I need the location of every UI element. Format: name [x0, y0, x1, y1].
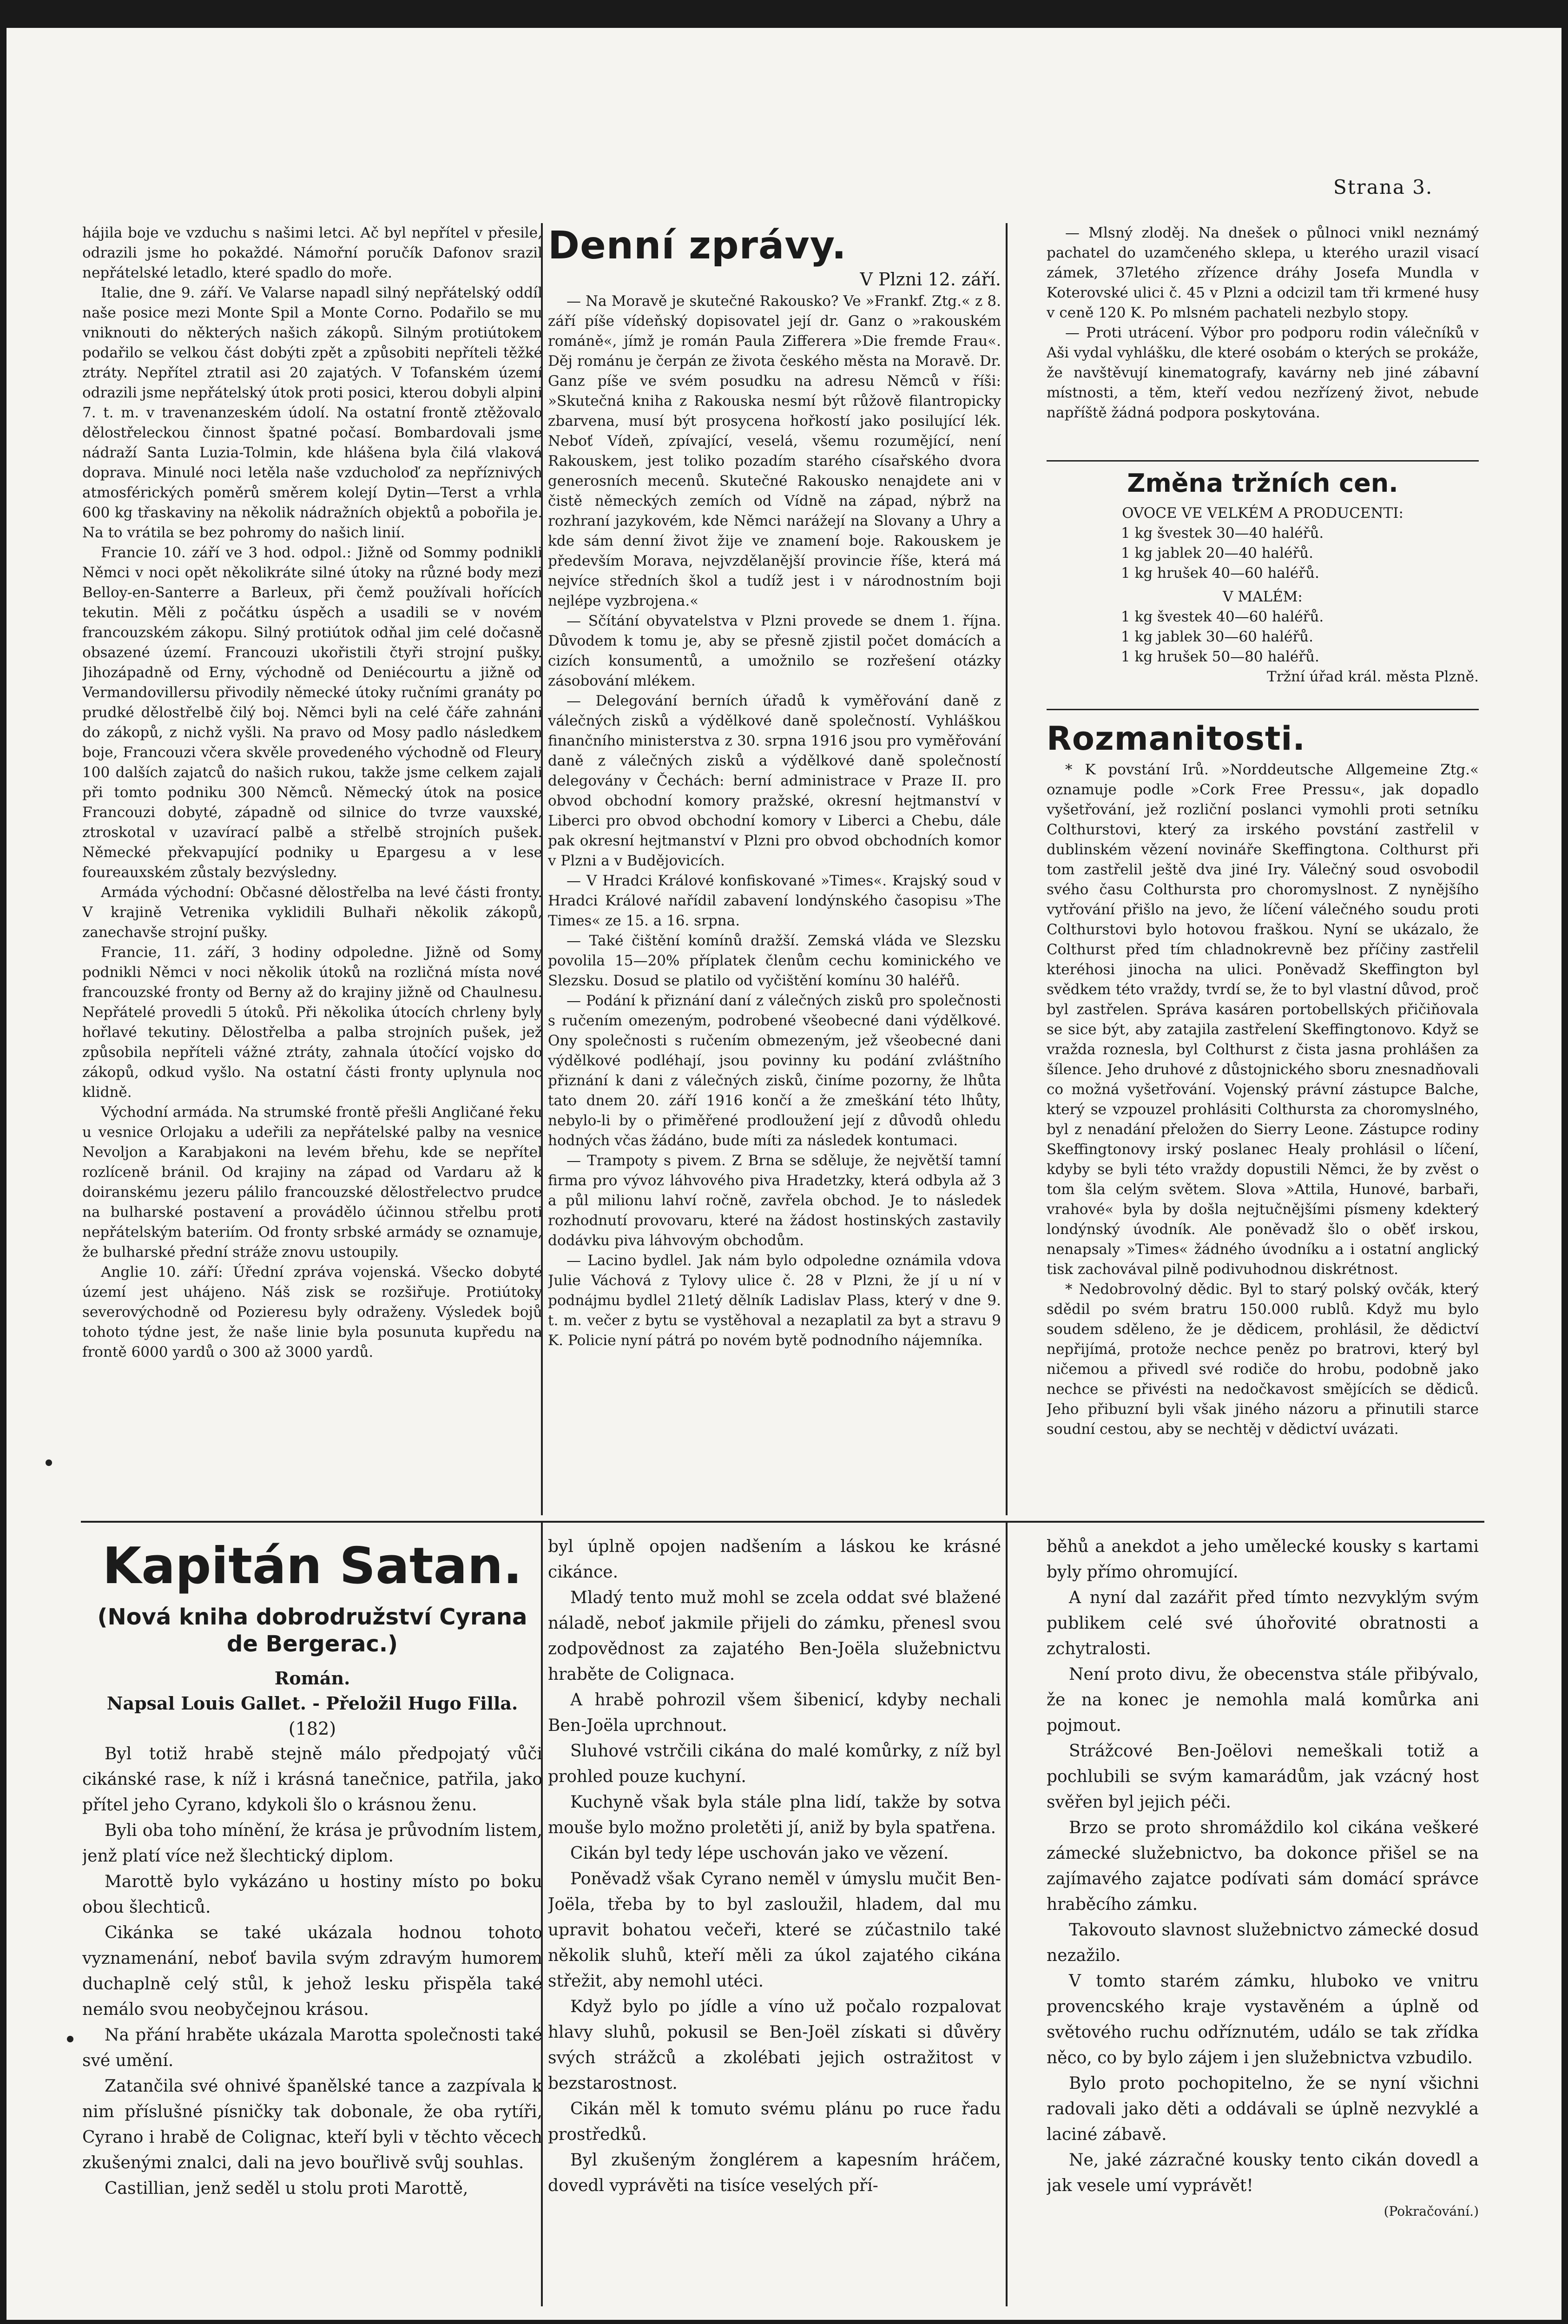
serial-paragraph: Takovouto slavnost služebnictvo zámecké dosud nezažilo. — [1047, 1921, 1479, 1965]
daily-news-heading: Denní zprávy. — [548, 224, 847, 268]
news-item: — Také čištění komínů dražší. Zemská vláda ve Slezsku povolila 15—20% příplatek členům cechu kominického ve Slezsku. Dosud se platilo od vyčištění komínu 30 haléřů. — [548, 932, 1001, 989]
miscellany-item: * Nedobrovolný dědic. Byl to starý polský ovčák, který sdědil po svém bratru 150.000 rublů. Když mu bylo soudem sděleno, že je dědicem, prohlásil, že dědictví nepřijímá, protože nechce peněz po bratrovi, který byl ničemou a přivedl své rodiče do hrobu, podobně jako nechce se přivésti na nedočkavost smějících se dědiců. Jeho přibuzní byli však jiného názoru a přinutili starce soudní cestou, aby se nechtěj v dědictví uvázati. — [1047, 1281, 1479, 1438]
column-rule-4 — [1006, 1521, 1008, 2306]
serial-paragraph: A nyní dal zazářit před tímto nezvyklým svým publikem celé své úhořovité obratnosti a zchytralosti. — [1047, 1588, 1479, 1658]
price-line: 1 kg jablek 20—40 haléřů. — [1121, 545, 1313, 561]
serial-paragraph: Zatančila své ohnivé španělské tance a zazpívala k nim příslušné písničky tak dobonale, že oba rytíři, Cyrano i hrabě de Colignac, kteří byli v těchto věcech zkušenými znalci, dali na jevo bouřlivě svůj souhlas. — [82, 2077, 542, 2172]
serial-paragraph: Když bylo po jídle a víno už počalo rozpalovat hlavy sluhů, pokusil se Ben-Joël získati si důvěry svých strážců a zkolébati jejich ostražitost v bezstarostnost. — [548, 1997, 1001, 2093]
serial-column-3 — [1047, 1534, 1479, 2324]
serial-paragraph: A hrabě pohrozil všem šibenicí, kdyby nechali Ben-Joëla uprchnout. — [548, 1690, 1001, 1735]
war-report-paragraph: Francie, 11. září, 3 hodiny odpoledne. Jižně od Somy podnikli Němci v noci několik útoků na rozličná místa nové francouzské fronty od Berny až do krajiny jižně od Chaulnesu. Nepřátelé provedli 5 útoků. Při několika útocích chrleny byly hořlavé tekutiny. Dělostřelba a palba strojních pušek, jež způsobila nepříteli vážné ztráty, zahnala útočící vojsko do zákopů, odkud vyšlo. Na ostatní části fronty uplynula noc klidně. — [82, 944, 542, 1101]
rule-above-prices — [1047, 460, 1479, 462]
market-prices-heading: Změna tržních cen. — [1127, 469, 1398, 498]
print-dot — [46, 1459, 52, 1466]
news-item: — Sčítání obyvatelstva v Plzni provede se dnem 1. října. Důvodem k tomu je, aby se přesně zjistil počet domácích a cizích konsumentů, a umožnilo se rozřešení otázky zásobování mlékem. — [548, 613, 1001, 689]
daily-news-dateline: V Plzni 12. září. — [860, 269, 1001, 290]
wholesale-heading: OVOCE VE VELKÉM A PRODUCENTI: — [1122, 505, 1403, 522]
war-report-column — [82, 223, 542, 1506]
market-office-signature: Tržní úřad král. města Plzně. — [1267, 668, 1479, 685]
serial-paragraph: Není proto divu, že obecenstva stále přibývalo, že na konec je nemohla malá komůrka ani pojmout. — [1047, 1665, 1479, 1735]
news-item: — Mlsný zloděj. Na dnešek o půlnoci vnikl neznámý pachatel do uzamčeného sklepa, u kterého urazil visací zámek, 37letého zřízence dráhy Josefa Mundla v Koterovské ulici č. 45 v Plzni a odcizil tam tři krmené husy v ceně 120 K. Po mlsném pachateli nezbylo stopy. — [1047, 224, 1479, 321]
serial-column-1 — [82, 1534, 542, 2324]
serial-genre: Román. — [274, 1668, 350, 1689]
news-item: — Podání k přiznání daní z válečných zisků pro společnosti s ručením omezeným, podrobené všeobecné dani výdělkové. Ony společnosti s ručením obmezeným, jež všeobecné dani výdělkové podléhají, jsou povinny ku podání zvláštního přiznání k dani z válečných zisků, činíme pozorny, že lhůta tato dnem 20. září 1916 končí a že zmeškání této lhůty, nebylo-li by o přiměřené prodloužení její z důvodů ohledu hodných včas žádáno, bude míti za následek kontumaci. — [548, 992, 1001, 1149]
serial-paragraph: běhů a anekdot a jeho umělecké kousky s kartami byly přímo ohromující. — [1047, 1537, 1479, 1582]
print-dot — [67, 2036, 73, 2042]
news-item: — V Hradci Králové konfiskované »Times«. Krajský soud v Hradci Králové nařídil zabavení londýnského časopisu »The Times« ze 15. a 16. srpna. — [548, 872, 1001, 929]
serial-paragraph: Strážcové Ben-Joëlovi nemeškali totiž a pochlubili se svým kamarádům, jak vzácný host svěřen byl jejich péči. — [1047, 1742, 1479, 1812]
serial-paragraph: Brzo se proto shromáždilo kol cikána veškeré zámecké služebnictvo, ba dokonce přišel se na zajímavého zajatce podívati sám domácí správce hraběcího zámku. — [1047, 1818, 1479, 1914]
price-line: 1 kg hrušek 40—60 haléřů. — [1121, 565, 1319, 581]
rule-above-miscellany — [1047, 709, 1479, 710]
serial-paragraph: Cikán byl tedy lépe uschován jako ve vězení. — [570, 1844, 949, 1863]
page-number: Strana 3. — [1333, 176, 1433, 198]
serial-paragraph: Poněvadž však Cyrano neměl v úmyslu mučit Ben-Joëla, třeba by to byl zasloužil, hladem, dal mu upravit bohatou večeři, které se zúčastnilo také několik sluhů, kteří měli za úkol zajatého cikána střežit, aby nemohl utéci. — [548, 1869, 1001, 1991]
miscellany-column — [1047, 718, 1479, 1532]
serial-paragraph: Byli oba toho mínění, že krása je průvodním listem, jenž platí více než šlechtický diplom. — [82, 1821, 542, 1866]
miscellany-heading: Rozmanitosti. — [1047, 720, 1306, 758]
serial-paragraph: Byl totiž hrabě stejně málo předpojatý vůči cikánské rase, k níž i krásná tanečnice, patřila, jako přítel jeho Cyrano, kdykoli šlo o krásnou ženu. — [82, 1744, 542, 1815]
serial-paragraph: Byl zkušeným žonglérem a kapesním hráčem, dovedl vyprávěti na tisíce veselých pří- — [548, 2151, 1001, 2195]
market-prices-box — [1047, 467, 1479, 700]
serial-paragraph: Sluhové vstrčili cikána do malé komůrky, z níž byl prohled pouze kuchyní. — [548, 1742, 1001, 1786]
column-rule-2 — [1006, 223, 1008, 1515]
war-report-paragraph: Anglie 10. září: Úřední zpráva vojenská. Všecko dobyté území jest uhájeno. Náš zisk se rozšiřuje. Protiútoky severovýchodně od Pozieresu byly odraženy. Výsledek bojů tohoto týdne jest, že naše linie byla posunuta kupředu na frontě 6000 yardů o 300 až 3000 yardů. — [82, 1264, 542, 1360]
news-item: — Na Moravě je skutečné Rakousko? Ve »Frankf. Ztg.« z 8. září píše vídeňský dopisovatel její dr. Ganz o »rakouském románě«, jímž je román Paula Zifferera »Die fremde Frau«. Děj románu je čerpán ze života českého města na Moravě. Dr. Ganz píše ve svém posudku na adresu Němců v říši: »Skutečná kniha z Rakouska nesmí být růžově filantropicky zbarvena, musí být prosycena hořkostí jako posilující lék. Neboť Vídeň, zpívající, veselá, všemu rozumějící, není Rakouskem, jest toliko pozadím starého císařského dvora generosních mecenů. Skutečné Rakousko nenajdete ani v čistě německých zemích od Vídně na západ, nýbrž na rozhraní jazykovém, kde Němci narážejí na Slovany a Uhry a kde sám denní život žije ve znamení boje. Rakouskem je především Morava, nejvzdělanější provincie říše, která má nejvíce středních škol a tudíž jest i v národnostním boji nejlépe vyzbrojena.« — [548, 293, 1001, 609]
news-item: — Trampoty s pivem. Z Brna se sděluje, že největší tamní firma pro vývoz láhvového piva Hradetzky, která odbyla až 3 a půl milionu lahví ročně, zavřela obchod. Je to následek rozhodnutí provovaru, které na žádost hostinských zastavily dodávku piva láhvovým obchodům. — [548, 1152, 1001, 1249]
news-item: — Delegování berních úřadů k vyměřování daně z válečných zisků a výdělkové daně společností. Vyhláškou finančního ministerstva z 30. srpna 1916 jsou pro vyměřování daně z válečných zisků a výdělkové daně společností delegovány v Čechách: berní administrace v Praze II. pro obvod obchodní komory pražské, okresní hejtmanství v Liberci pro obvod obchodní komory v Liberci a Chebu, dále pak okresní hejtmanství v Plzni pro obvod obchodních komor v Plzni a v Budějovicích. — [548, 693, 1001, 869]
serial-paragraph: V tomto starém zámku, hluboko ve vnitru provencského kraje vystavěném a úplně od světového ruchu odříznutém, událo se tak zřídka něco, co by bylo zájem i jen služebnictva vzbudilo. — [1047, 1972, 1479, 2067]
serial-title: Kapitán Satan. — [102, 1537, 522, 1595]
serial-paragraph: byl úplně opojen nadšením a láskou ke krásné cikánce. — [548, 1537, 1001, 1582]
serial-paragraph: Ne, jaké zázračné kousky tento cikán dovedl a jak vesele umí vyprávět! — [1047, 2151, 1479, 2195]
price-line: 1 kg hrušek 50—80 haléřů. — [1121, 648, 1319, 665]
price-line: 1 kg švestek 40—60 haléřů. — [1121, 608, 1324, 625]
price-line: 1 kg švestek 30—40 haléřů. — [1121, 525, 1324, 541]
serial-paragraph: Kuchyně však byla stále plna lidí, takže by sotva mouše bylo možno proletěti jí, aniž by byla spatřena. — [548, 1793, 1001, 1837]
war-report-paragraph: Východní armáda. Na strumské frontě přešli Angličané řeku u vesnice Orlojaku a udeřili za nepřátelské palby na vesnice Nevoljon a Karabjakoni na levém břehu, kde se nepřítel rozlíceně bránil. Od krajiny na západ od Vardaru až k doiranskému jezeru pálilo francouzské dělostřelectvo prudce na bulharské postavení a provádělo účinnou střelbu proti nepřátelským bateriím. Od fronty srbské armády se oznamuje, že bulharské přední stráže znovu ustoupily. — [82, 1104, 542, 1261]
news-column-3 — [1047, 223, 1479, 456]
serial-subtitle: (Nová kniha dobrodružství Cyrana de Bergerac.) — [97, 1604, 527, 1657]
news-item: — Proti utrácení. Výbor pro podporu rodin válečníků v Aši vydal vyhlášku, dle které osobám o kterých se prokáže, že navštěvují kinematografy, kavárny neb jiné zábavní místnosti, a těm, kteří vedou nezřízený život, nebude napříště žádná podpora poskytována. — [1047, 324, 1479, 421]
serial-column-2 — [548, 1534, 1001, 2324]
miscellany-item: * K povstání Irů. »Norddeutsche Allgemeine Ztg.« oznamuje podle »Cork Free Pressu«, jak dopadlo vyšetřování, jež rozliční poslanci vymohli proti setníku Colthurstovi, který za irského povstání zastřelil v dublinském vězení novináře Skeffingtona. Colthurst při tom zastřelil ještě dva jiné Iry. Válečný soud osvobodil svého času Colthursta pro choromyslnost. Z nynějšího vytřování přišlo na jevo, že líčení válečného soudu proti Colthurstovi bylo hotovou fraškou. Nyní se ukázalo, že Colthurst před tím chladnokrevně bez příčiny zastřelil kteréhosi jinocha na ulici. Poněvadž Skeffington byl svědkem této vraždy, tvrdí se, že to byl vlastní důvod, proč byl zastřelen. Správa kasáren portobellských přičiňovala se sice být, aby zatajila zastřelení Skeffingtonovo. Když se vražda roznesla, byl Colthurst z čista jasna prohlášen za šílence. Jeho druhové z důstojnického sboru znesnadňovali co možná vyšetřování. Vojenský právní zástupce Balche, který se vzpouzel prohlásiti Colthursta za choromyslného, byl z nenadání přeložen do Sierry Leone. Zástupce rodiny Skeffingtonovy irský poslanec Healy prohlásil o líčení, kdyby se byli této vraždy dopustili Němci, že by zvěst o tom šla celým světem. Slova »Attila, Hunové, barbaři, vrahové« byla by došla nejtučnějšími písmeny kdekterý londýnský úvodník. Ale poněvadž šlo o oběť irskou, nenapsaly »Times« žádného úvodníku a i ostatní anglický tisk zachovával pilně podivuhodnou diskrétnost. — [1047, 761, 1479, 1278]
daily-news-column — [548, 223, 1001, 1529]
serial-paragraph: Bylo proto pochopitelno, že se nyní všichni radovali jako děti a oddávali se úplně nezvyklé a laciné zábavě. — [1047, 2074, 1479, 2144]
serial-paragraph: Cikánka se také ukázala hodnou tohoto vyznamenání, neboť bavila svým zdravým humorem duchaplně celý stůl, k jehož lesku přispěla také nemálo svou neobyčejnou krásou. — [82, 1923, 542, 2019]
serial-author: Napsal Louis Gallet. - Přeložil Hugo Filla. — [106, 1693, 518, 1714]
continued-note: (Pokračování.) — [1384, 2204, 1479, 2219]
serial-paragraph: Mladý tento muž mohl se zcela oddat své blažené náladě, neboť jakmile přijeli do zámku, přenesl svou zodpovědnost za zajatého Ben-Joëla služebnictvu hraběte de Colignaca. — [548, 1588, 1001, 1684]
price-line: 1 kg jablek 30—60 haléřů. — [1121, 628, 1313, 645]
war-report-paragraph: Francie 10. září ve 3 hod. odpol.: Jižně od Sommy podnikli Němci v noci opět několikráte silné útoky na různé body mezi Belloy-en-Santerre a Barleux, při čemž používali hořících tekutin. Měli z počátku úspěch a usadili se v novém francouzském zákopu. Silný protiútok odňal jim celé dočasně obsazené území. Francouzi ukořistili čtyři strojní pušky. Jihozápadně od Erny, východně od Deniécourtu a jižně od Vermandovillersu přivodily německé útoky ručními granáty po prudké dělostřelbě čilý boj. Němci byli na celé čáře zahnáni do zákopů, z nichž vyšli. Na pravo od Mosy padlo následkem boje, Francouzi včera skvěle provedeného východně od Fleury 100 dalších zajatců do našich rukou, takže jsme celkem zajali při tomto podniku 300 Němců. Německý útok na posice Francouzi dobyté, západně od silnice do tvrze vauxské, ztroskotal v uzavírací palbě a střelbě strojních pušek. Německé překvapující podniky u Epargesu a v lese foureauxském zůstaly bezvýsledny. — [82, 544, 542, 881]
serial-paragraph: Cikán měl k tomuto svému plánu po ruce řadu prostředků. — [548, 2100, 1001, 2144]
serial-paragraph: Marottě bylo vykázáno u hostiny místo po boku obou šlechticů. — [82, 1872, 542, 1917]
news-item: — Lacino bydlel. Jak nám bylo odpoledne oznámila vdova Julie Váchová z Tylovy ulice č. 28 v Plzni, že jí u ní v podnájmu bydlel 21letý dělník Ladislav Plass, který v dne 9. t. m. večer z bytu se vystěhoval a nezaplatil za byt a stravu 9 K. Policie nyní pátrá po novém bytě podnodního nájemníka. — [548, 1252, 1001, 1349]
newspaper-page — [7, 28, 1561, 2320]
retail-heading: V MALÉM: — [1223, 588, 1303, 605]
serial-paragraph: Castillian, jenž seděl u stolu proti Marottě, — [105, 2179, 468, 2198]
war-report-paragraph: Italie, dne 9. září. Ve Valarse napadl silný nepřátelský oddíl naše posice mezi Monte Spil a Monte Corno. Podařilo se mu vniknouti do některých našich zákopů. Silným protiútokem podařilo se velkou část dobýti zpět a způsobiti nepříteli těžké ztráty. Nepřítel ztratil asi 20 zajatých. V Tofanském území odrazili jsme nepřátelský útok proti posici, kterou dobyli alpini 7. t. m. v travenanzeském údolí. Na ostatní frontě ztěžovalo dělostřeleckou činnost špatné počasí. Bombardovali jsme nádraží Santa Luzia-Tolmin, kde hlášena byla čilá vlaková doprava. Minulé noci letěla naše vzducholoď za nepříznivých atmosférických poměrů směrem kolejí Dytin—Terst a vrhla 600 kg třaskaviny na několik nádražních objektů a pobořila je. Na to vrátila se bez pohromy do našich linií. — [82, 284, 542, 541]
war-report-paragraph: Armáda východní: Občasné dělostřelba na levé části fronty. V krajině Vetrenika vyklidili Bulhaři několik zákopů, zanechavše strojní pušky. — [82, 884, 542, 941]
serial-paragraph: Na přání hraběte ukázala Marotta společnosti také své umění. — [82, 2026, 542, 2070]
war-report-paragraph: hájila boje ve vzduchu s našimi letci. Ač byl nepřítel v přesile, odrazili jsme ho pokaždé. Námořní poručík Dafonov srazil nepřátelské letadlo, které spadlo do moře. — [82, 224, 542, 281]
serial-installment: (182) — [288, 1718, 336, 1739]
